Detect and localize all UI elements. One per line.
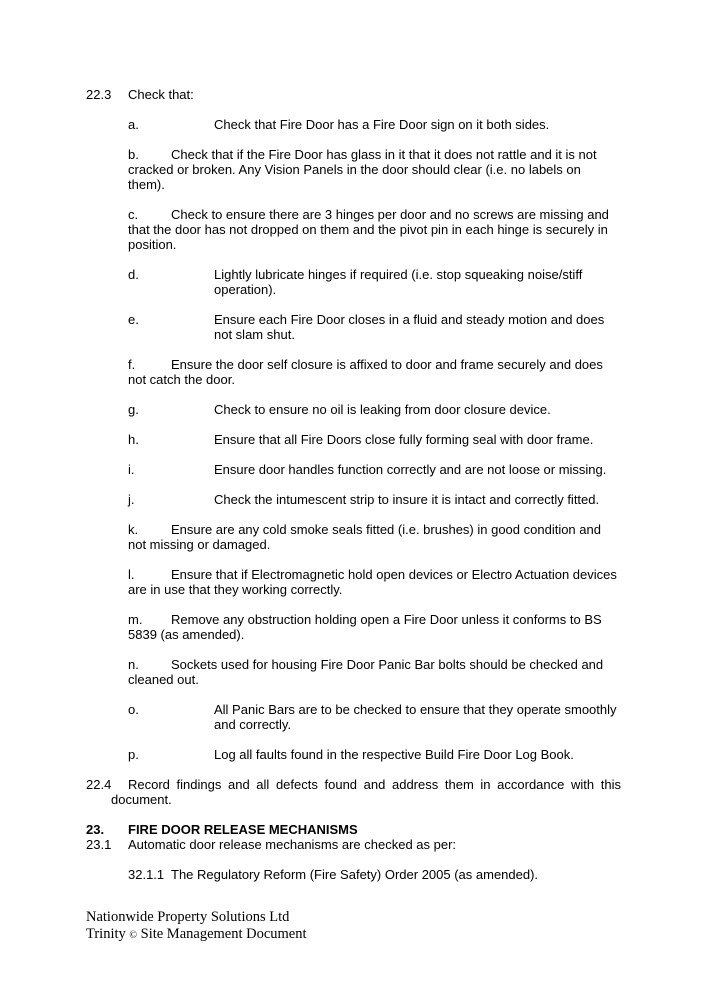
item-letter: d. (128, 267, 139, 282)
item-text-cont: not catch the door. (128, 372, 235, 387)
item-letter: n. (128, 657, 139, 672)
item-text: Ensure each Fire Door closes in a fluid and steady motion and does (214, 312, 605, 327)
section-number: 23. (86, 822, 105, 837)
item-text: Ensure that all Fire Doors close fully forming seal with door frame. (214, 432, 594, 447)
item-text-cont: and correctly. (214, 717, 292, 732)
section-number: 22.3 (86, 87, 112, 102)
subsection-text: Automatic door release mechanisms are checked as per: (128, 837, 457, 852)
item-text: Remove any obstruction holding open a Fire Door unless it conforms to BS (171, 612, 602, 627)
item-text-cont: operation). (214, 282, 277, 297)
item-letter: a. (128, 117, 139, 132)
section-heading: FIRE DOOR RELEASE MECHANISMS (128, 822, 358, 837)
item-text: Ensure are any cold smoke seals fitted (i.e. brushes) in good condition and (171, 522, 601, 537)
section-heading: Check that: (128, 87, 194, 102)
item-letter: o. (128, 702, 139, 717)
item-letter: k. (128, 522, 139, 537)
item-letter: g. (128, 402, 139, 417)
item-text: All Panic Bars are to be checked to ensure that they operate smoothly (214, 702, 617, 717)
subsection-number: 23.1 (86, 837, 112, 852)
item-letter: l. (128, 567, 135, 582)
item-text-cont: position. (128, 237, 177, 252)
item-letter: c. (128, 207, 139, 222)
item-text: Lightly lubricate hinges if required (i.e. stop squeaking noise/stiff (214, 267, 583, 282)
item-text-cont: that the door has not dropped on them and the pivot pin in each hinge is securely in (128, 222, 608, 237)
item-letter: i. (128, 462, 135, 477)
item-text: Ensure door handles function correctly and are not loose or missing. (214, 462, 607, 477)
footer-doc: Site Management Document (140, 926, 307, 942)
item-text-cont: cracked or broken. Any Vision Panels in the door should clear (i.e. no labels on (128, 162, 581, 177)
reference-text: The Regulatory Reform (Fire Safety) Order 2005 (as amended). (171, 867, 539, 882)
item-text-cont: not slam shut. (214, 327, 295, 342)
footer-doc-line (86, 925, 307, 945)
item-text-cont: 5839 (as amended). (128, 627, 245, 642)
copyright-icon: © (129, 930, 137, 941)
item-text-cont: are in use that they working correctly. (128, 582, 343, 597)
item-letter: f. (128, 357, 136, 372)
item-letter: e. (128, 312, 139, 327)
item-text: Check the intumescent strip to insure it is intact and correctly fitted. (214, 492, 600, 507)
item-letter: b. (128, 147, 139, 162)
section-number: 22.4 (86, 777, 112, 792)
footer-brand: Trinity (86, 926, 126, 942)
section-text-cont: document. (111, 792, 172, 807)
item-text-cont: cleaned out. (128, 672, 199, 687)
item-letter: p. (128, 747, 139, 762)
item-text: Sockets used for housing Fire Door Panic Bar bolts should be checked and (171, 657, 604, 672)
item-text-cont: them). (128, 177, 165, 192)
item-text: Ensure the door self closure is affixed to door and frame securely and does (171, 357, 603, 372)
footer-company: Nationwide Property Solutions Ltd (86, 909, 290, 925)
item-text-cont: not missing or damaged. (128, 537, 271, 552)
item-letter: h. (128, 432, 139, 447)
section-text: Record findings and all defects found and address them in accordance with this (128, 777, 621, 792)
item-text: Check that if the Fire Door has glass in it that it does not rattle and it is not (171, 147, 597, 162)
item-text: Check that Fire Door has a Fire Door sign on it both sides. (214, 117, 550, 132)
item-text: Log all faults found in the respective Build Fire Door Log Book. (214, 747, 574, 762)
reference-number: 32.1.1 (128, 867, 165, 882)
item-letter: j. (128, 492, 135, 507)
item-text: Check to ensure there are 3 hinges per door and no screws are missing and (171, 207, 609, 222)
item-text: Check to ensure no oil is leaking from door closure device. (214, 402, 551, 417)
item-text: Ensure that if Electromagnetic hold open devices or Electro Actuation devices (171, 567, 617, 582)
item-letter: m. (128, 612, 143, 627)
